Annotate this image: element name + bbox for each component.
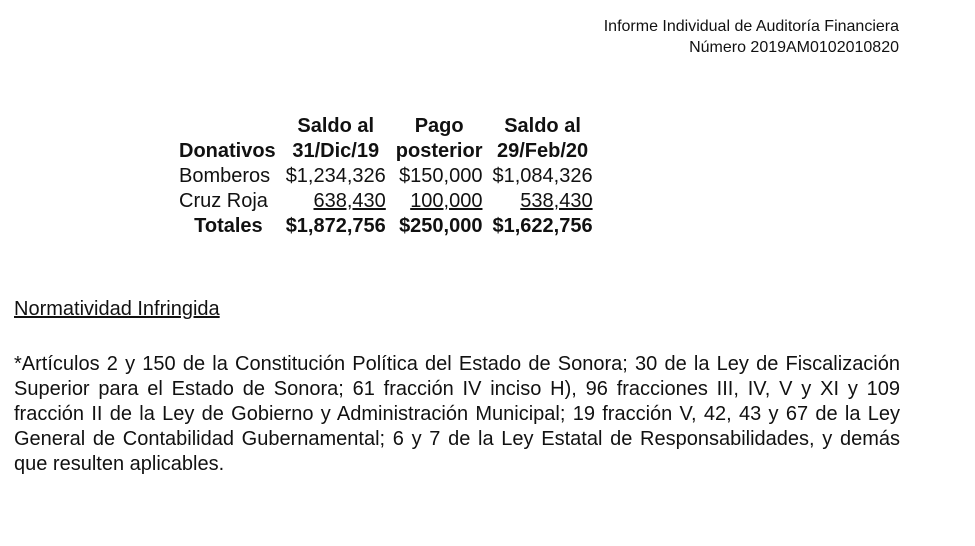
totals-row bbox=[174, 214, 598, 239]
total-pago: $250,000 bbox=[399, 215, 483, 237]
report-number: Número 2019AM0102010820 bbox=[689, 39, 899, 56]
report-title: Informe Individual de Auditoría Financiera bbox=[603, 18, 899, 35]
row-name: Bomberos bbox=[179, 165, 271, 187]
column-header-line: 29/Feb/20 bbox=[496, 140, 589, 162]
document-header bbox=[604, 16, 899, 58]
column-header-saldo-feb bbox=[487, 114, 597, 164]
total-saldo-dic: $1,872,756 bbox=[285, 215, 386, 237]
donations-table bbox=[174, 114, 598, 239]
column-header-line: posterior bbox=[395, 140, 483, 162]
row-saldo-dic bbox=[281, 189, 391, 214]
underlined-value: 100,000 bbox=[410, 190, 483, 212]
table-header-row bbox=[174, 114, 598, 164]
row-saldo-feb bbox=[487, 189, 597, 214]
totals-label: Totales bbox=[194, 215, 263, 237]
column-header-pago bbox=[391, 114, 488, 164]
row-saldo-dic: $1,234,326 bbox=[285, 165, 386, 187]
underlined-value: 538,430 bbox=[520, 190, 593, 212]
row-pago: $150,000 bbox=[399, 165, 483, 187]
column-header-line: Pago bbox=[414, 115, 464, 137]
table-row bbox=[174, 189, 598, 214]
column-header-line: 31/Dic/19 bbox=[292, 140, 380, 162]
row-name: Cruz Roja bbox=[179, 190, 268, 212]
total-saldo-feb: $1,622,756 bbox=[492, 215, 593, 237]
column-header-line: Saldo al bbox=[297, 115, 375, 137]
regulations-paragraph: *Artículos 2 y 150 de la Constitución Política del Estado de Sonora; 30 de la Ley de Fiscalización Superior para el Estado de Sonora; 61 fracción IV inciso H), 96 fracciones III, IV, V y XI y 109 fracción II de la Ley de Gobierno y Administración Municipal; 19 fracción V, 42, 43 y 67 de la Ley General de Contabilidad Gubernamental; 6 y 7 de la Ley Estatal de Responsabilidades, y demás que resulten aplicables. bbox=[14, 353, 900, 475]
column-header-saldo-dic bbox=[281, 114, 391, 164]
section-title: Normatividad Infringida bbox=[14, 298, 220, 320]
table-row bbox=[174, 164, 598, 189]
underlined-value: 638,430 bbox=[313, 190, 386, 212]
column-header-line: Donativos bbox=[179, 140, 276, 162]
row-saldo-feb: $1,084,326 bbox=[492, 165, 593, 187]
column-header-donativos bbox=[174, 114, 281, 164]
column-header-line: Saldo al bbox=[504, 115, 581, 137]
row-pago bbox=[391, 189, 488, 214]
